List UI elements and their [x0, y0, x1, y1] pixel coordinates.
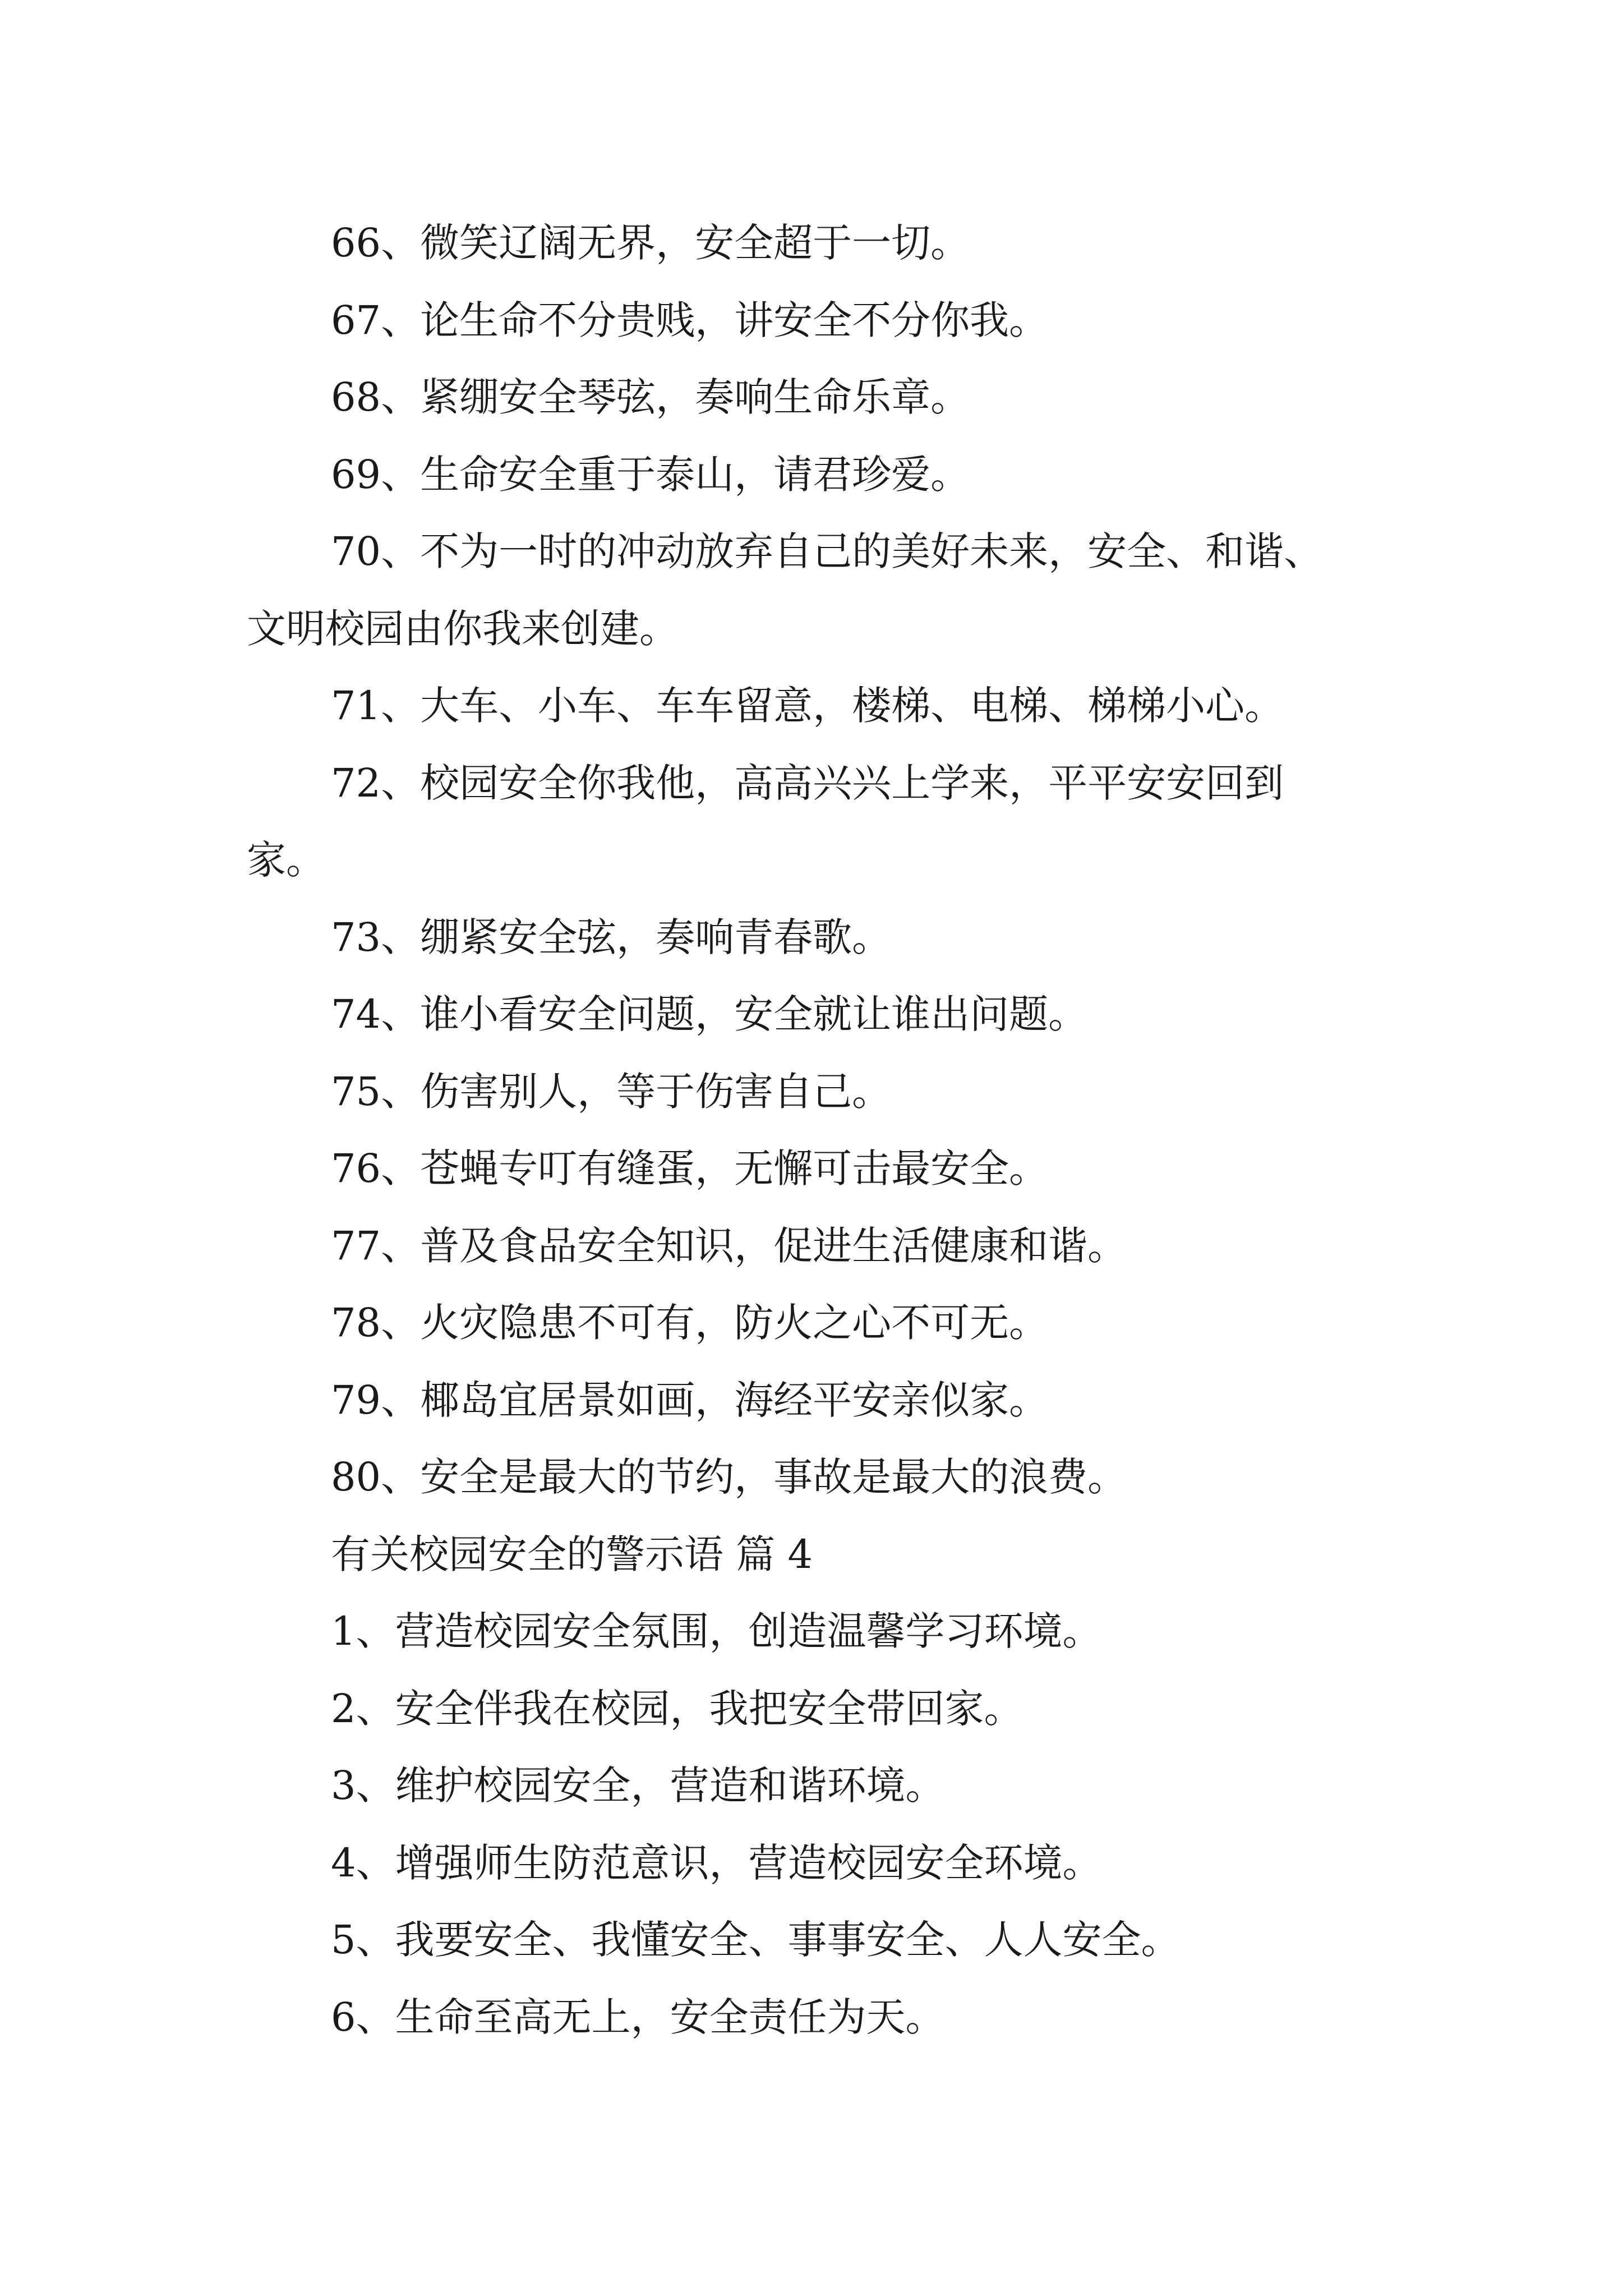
- slogan-78: 78、火灾隐患不可有，防火之心不可无。: [331, 1300, 1049, 1346]
- slogan-72-line-2: 家。: [247, 837, 325, 883]
- slogan-68: 68、紧绷安全琴弦，奏响生命乐章。: [331, 374, 970, 420]
- slogan-67: 67、论生命不分贵贱，讲安全不分你我。: [331, 297, 1049, 343]
- slogan-66: 66、微笑辽阔无界，安全超于一切。: [331, 220, 970, 266]
- slogan-74: 74、谁小看安全问题，安全就让谁出问题。: [331, 991, 1088, 1037]
- document-body: [247, 205, 1413, 2056]
- slogan-71: 71、大车、小车、车车留意，楼梯、电梯、梯梯小心。: [331, 683, 1284, 729]
- section4-slogan-5: 5、我要安全、我懂安全、事事安全、人人安全。: [331, 1917, 1181, 1963]
- slogan-70-line-2: 文明校园由你我来创建。: [247, 605, 679, 652]
- slogan-79: 79、椰岛宜居景如画，海经平安亲似家。: [331, 1377, 1049, 1423]
- slogan-76: 76、苍蝇专叮有缝蛋，无懈可击最安全。: [331, 1145, 1049, 1191]
- section4-slogan-6: 6、生命至高无上，安全责任为天。: [331, 1994, 945, 2040]
- slogan-72-line-1: 72、校园安全你我他，高高兴兴上学来，平平安安回到: [331, 760, 1284, 806]
- slogan-73: 73、绷紧安全弦，奏响青春歌。: [331, 914, 892, 960]
- slogan-70-line-1: 70、不为一时的冲动放弃自己的美好未来，安全、和谐、: [331, 528, 1324, 574]
- section4-slogan-2: 2、安全伴我在校园，我把安全带回家。: [331, 1685, 1023, 1732]
- section4-slogan-4: 4、增强师生防范意识，营造校园安全环境。: [331, 1839, 1102, 1886]
- slogan-69: 69、生命安全重于泰山，请君珍爱。: [331, 451, 970, 498]
- slogan-80: 80、安全是最大的节约，事故是最大的浪费。: [331, 1454, 1127, 1500]
- section-heading: 有关校园安全的警示语 篇 4: [331, 1531, 813, 1577]
- slogan-75: 75、伤害别人，等于伤害自己。: [331, 1068, 892, 1115]
- slogan-77: 77、普及食品安全知识，促进生活健康和谐。: [331, 1222, 1127, 1269]
- section4-slogan-1: 1、营造校园安全氛围，创造温馨学习环境。: [331, 1608, 1102, 1654]
- section4-slogan-3: 3、维护校园安全，营造和谐环境。: [331, 1763, 945, 1809]
